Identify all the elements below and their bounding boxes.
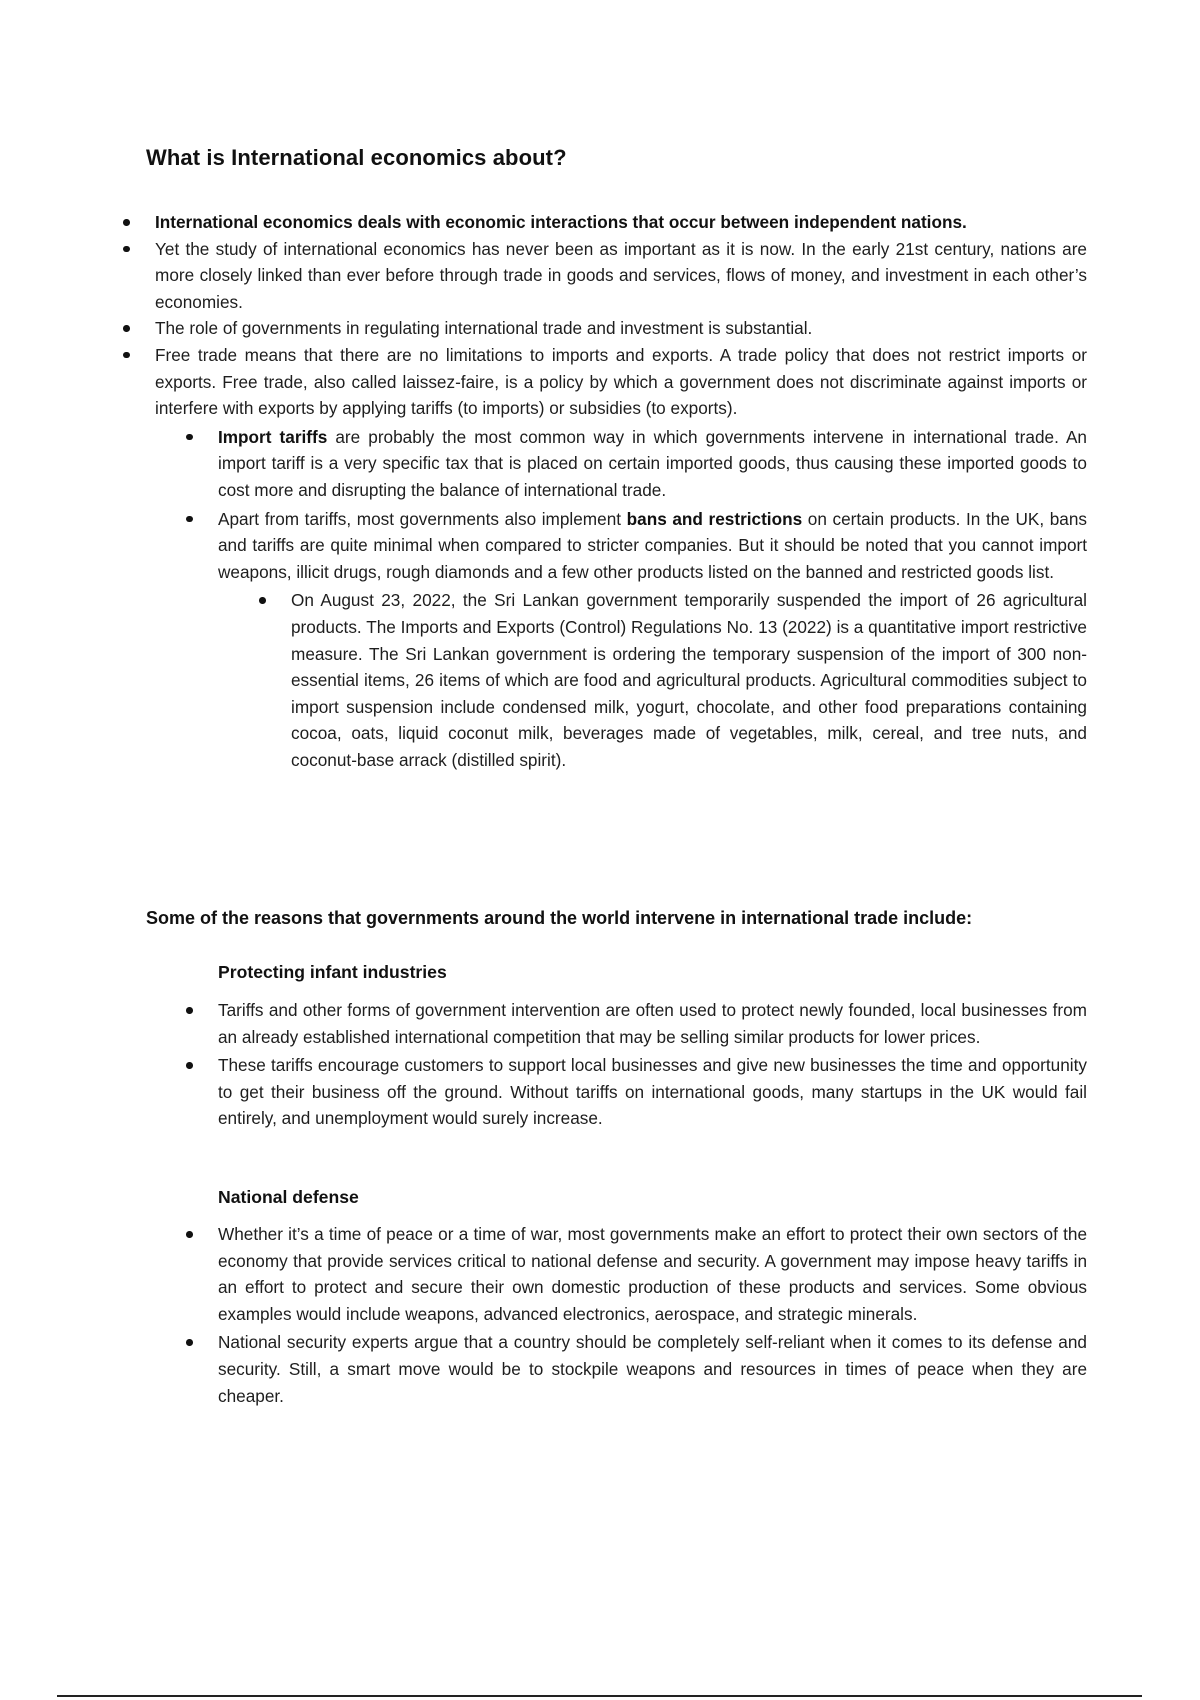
list-item: Tariffs and other forms of government intervention are often used to protect newly founded, local businesses from an already established international competition that may be selling similar products for lower prices.	[218, 997, 1087, 1050]
infant-industries-heading: Protecting infant industries	[218, 962, 447, 982]
bans-text-start: Apart from tariffs, most governments also implement	[218, 508, 627, 529]
list-item: The role of governments in regulating international trade and investment is substantial.	[155, 315, 1087, 342]
example-list	[291, 587, 1087, 773]
bold-statement: International economics deals with economic interactions that occur between independent nations.	[155, 212, 967, 232]
free-trade-text: Free trade means that there are no limitations to imports and exports. A trade policy that does not restrict imports or exports. Free trade, also called laissez-faire, is a policy by which a government does not discriminate against imports or interfere with exports by applying tariffs (to imports) or subsidies (to exports).	[155, 344, 1087, 419]
list-item	[155, 342, 1087, 774]
list-item	[218, 506, 1087, 774]
intro-bullet-list	[155, 209, 1087, 775]
list-item	[218, 424, 1087, 504]
page-title: What is International economics about?	[146, 145, 567, 170]
national-defense-list	[218, 1221, 1087, 1411]
footer-divider	[57, 1695, 1142, 1697]
reasons-heading: Some of the reasons that governments around the world intervene in international trade include:	[146, 908, 973, 928]
list-item: Yet the study of international economics has never been as important as it is now. In the early 21st century, nations are more closely linked than ever before through trade in goods and services, flows of money, and investment in each other’s economies.	[155, 236, 1087, 316]
import-tariffs-term: Import tariffs	[218, 426, 328, 447]
national-defense-heading: National defense	[218, 1187, 359, 1207]
list-item: On August 23, 2022, the Sri Lankan government temporarily suspended the import of 26 agricultural products. The Imports and Exports (Control) Regulations No. 13 (2022) is a quantitative import restrictive measure. The Sri Lankan government is ordering the temporary suspension of the import of 300 non-essential items, 26 items of which are food and agricultural products. Agricultural commodities subject to import suspension include condensed milk, yogurt, chocolate, and other food preparations containing cocoa, oats, liquid coconut milk, beverages made of vegetables, milk, cereal, and tree nuts, and coconut-base arrack (distilled spirit).	[291, 587, 1087, 773]
list-item	[155, 209, 1087, 236]
list-item: National security experts argue that a country should be completely self-reliant when it comes to its defense and security. Still, a smart move would be to stockpile weapons and resources in times of peace when they are cheaper.	[218, 1329, 1087, 1409]
infant-industries-list	[218, 997, 1087, 1134]
bans-text-end: on certain products. In the UK, bans and tariffs are quite minimal when compared to stricter companies. But it should be noted that you cannot import weapons, illicit drugs, rough diamonds and a few other products listed on the banned and restricted goods list.	[218, 508, 1087, 582]
bans-term: bans and restrictions	[626, 508, 803, 529]
list-item: Whether it’s a time of peace or a time of war, most governments make an effort to protect their own sectors of the economy that provide services critical to national defense and security. A government may impose heavy tariffs in an effort to protect and secure their own domestic production of these products and services. Some obvious examples would include weapons, advanced electronics, aerospace, and strategic minerals.	[218, 1221, 1087, 1327]
list-item: These tariffs encourage customers to support local businesses and give new businesses the time and opportunity to get their business off the ground. Without tariffs on international goods, many startups in the UK would fail entirely, and unemployment would surely increase.	[218, 1052, 1087, 1132]
trade-intervention-list	[218, 424, 1087, 774]
import-tariffs-text: are probably the most common way in which governments intervene in international trade. An import tariff is a very specific tax that is placed on certain imported goods, thus causing these imported goods to cost more and disrupting the balance of international trade.	[218, 426, 1087, 500]
